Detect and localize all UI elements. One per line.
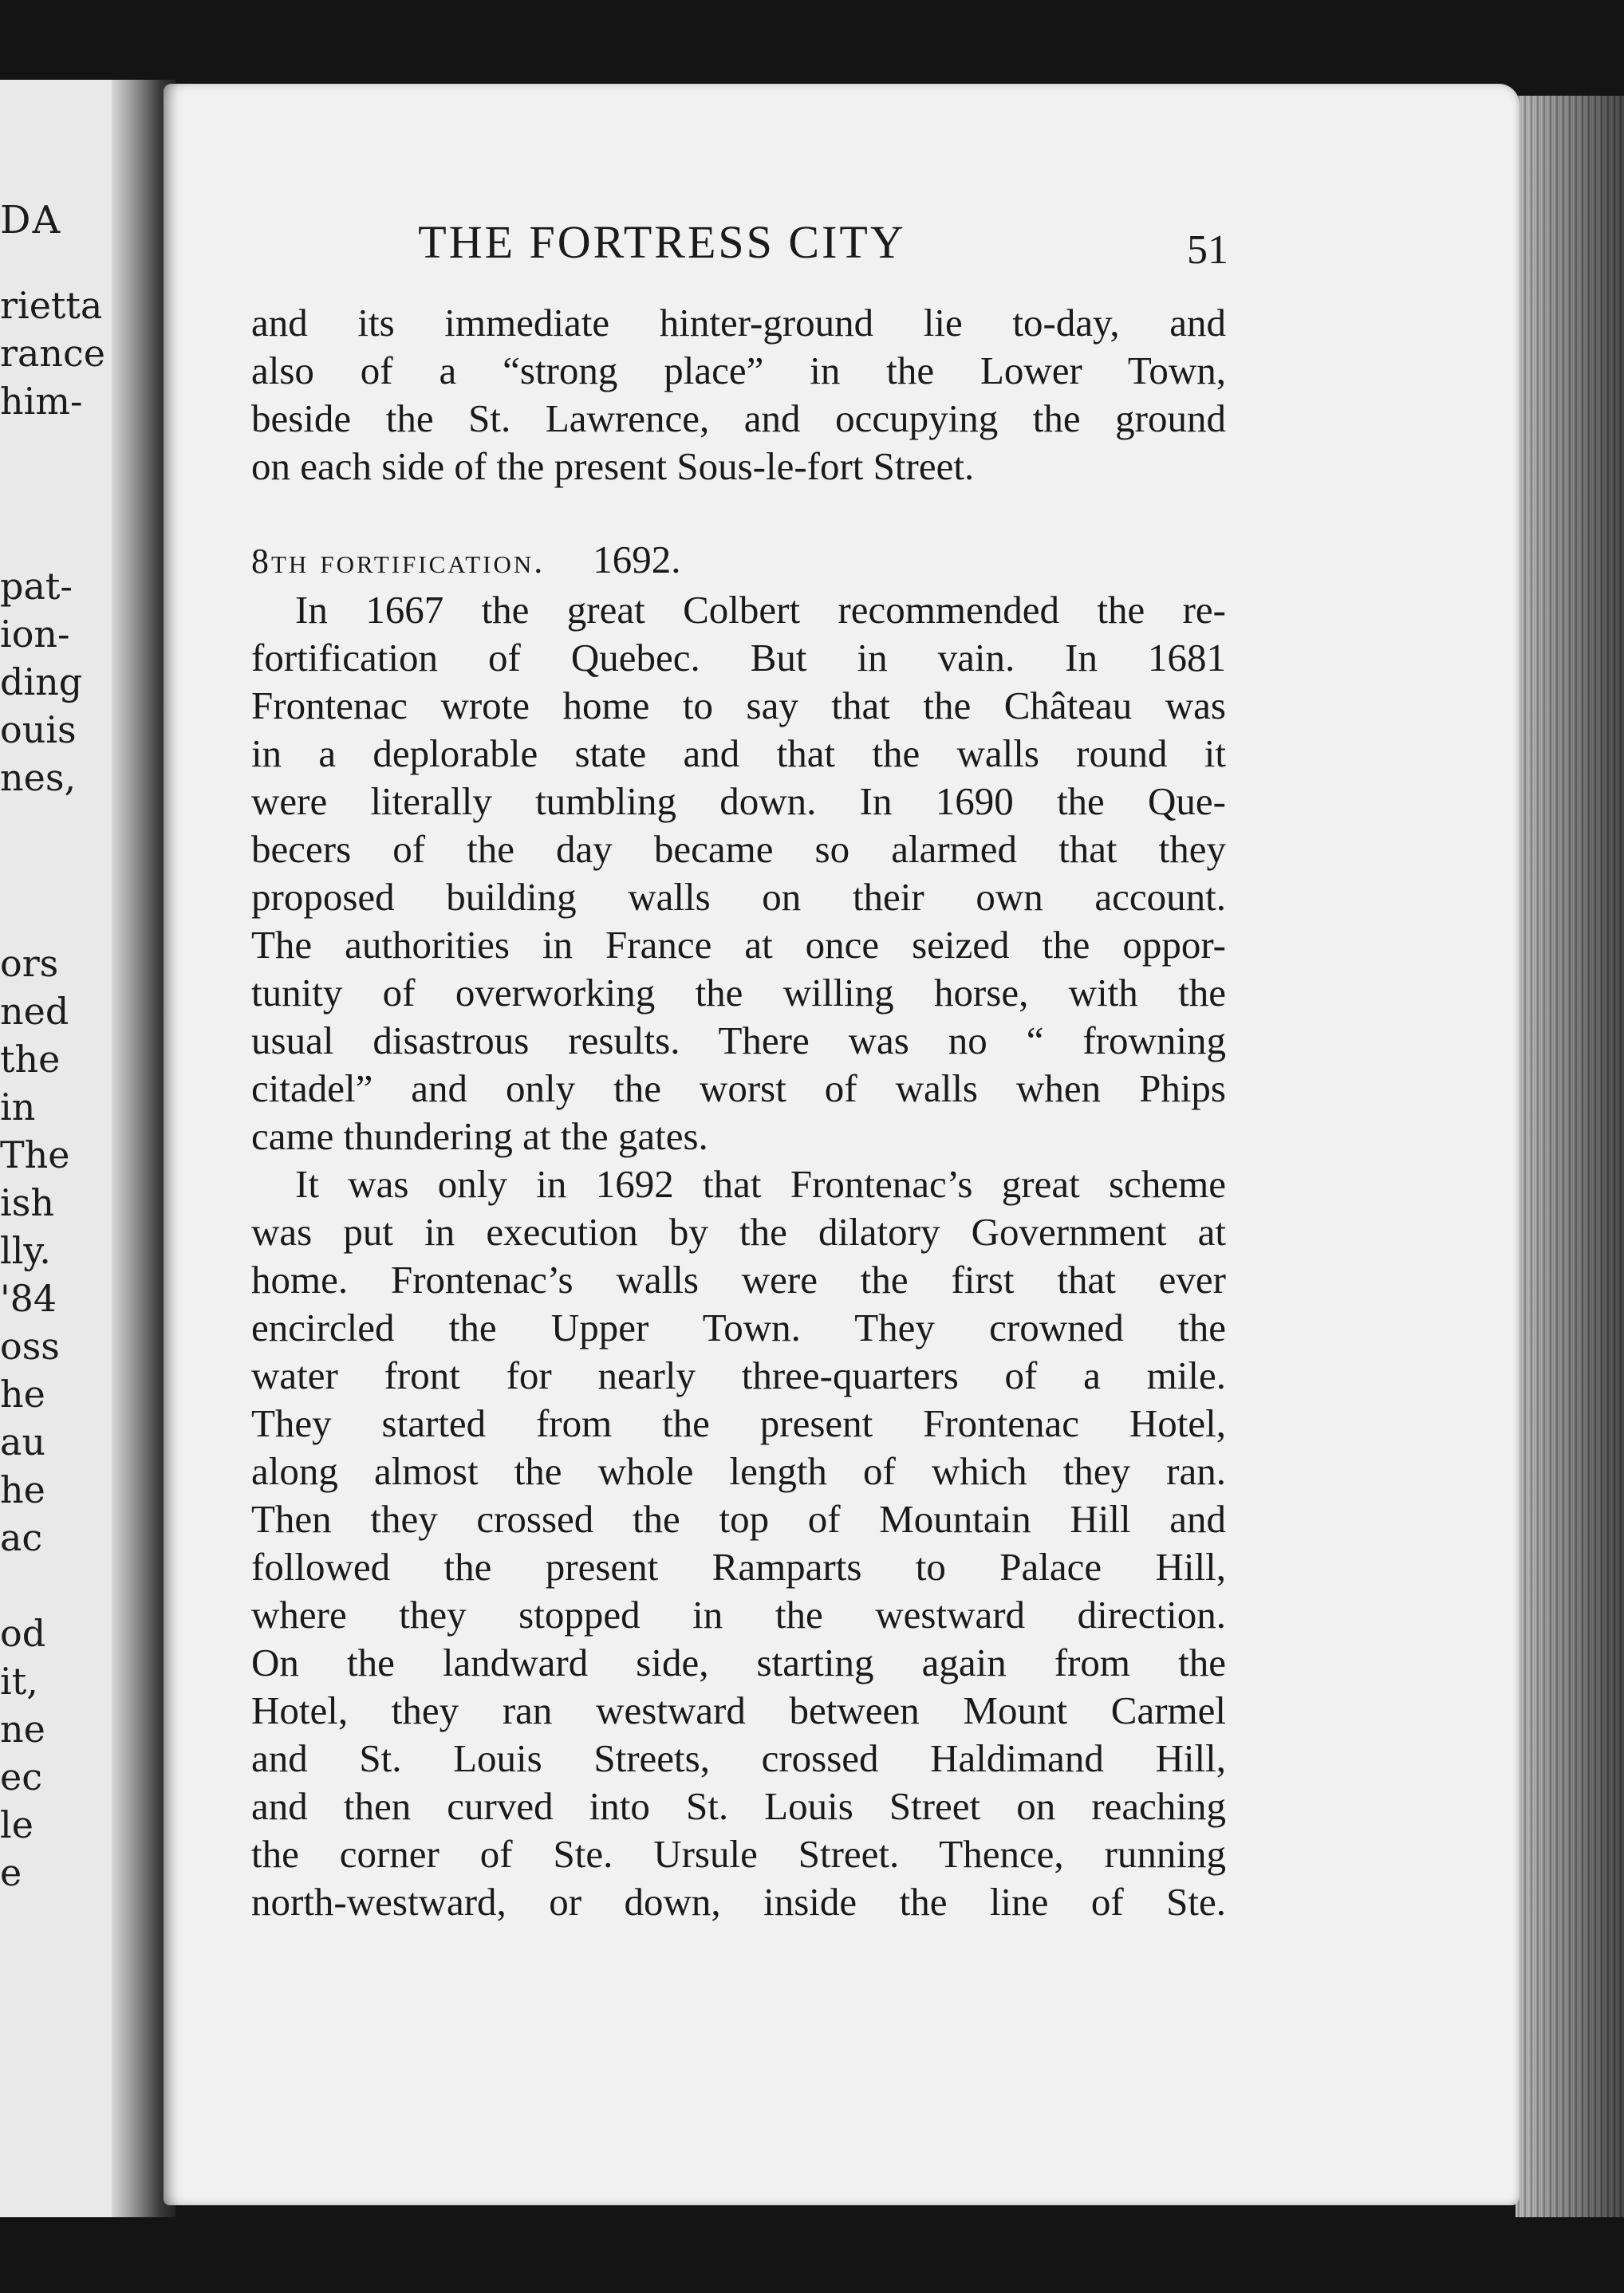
fragment-line: the <box>0 1038 61 1081</box>
section-heading <box>251 540 681 579</box>
text-line: and then curved into St. Louis Street on reaching <box>251 1784 1226 1828</box>
text-line: the corner of Ste. Ursule Street. Thence, running <box>251 1832 1226 1876</box>
text-line: proposed building walls on their own account. <box>251 875 1226 919</box>
text-line: Then they crossed the top of Mountain Hill and <box>251 1497 1226 1541</box>
fragment-line: ned <box>0 990 69 1033</box>
fragment-line: he <box>0 1468 45 1511</box>
fragment-line: pat- <box>0 565 73 608</box>
text-line: The authorities in France at once seized the oppor- <box>251 923 1226 967</box>
text-line: north-westward, or down, inside the line of Ste. <box>251 1880 1226 1924</box>
text-line: were literally tumbling down. In 1690 the Que- <box>251 779 1226 823</box>
fragment-line: lly. <box>0 1229 51 1272</box>
fragment-line: au <box>0 1420 46 1464</box>
fragment-line: e <box>0 1851 22 1894</box>
section-heading-label: 8th fortification. <box>251 542 546 581</box>
text-line: in a deplorable state and that the walls round it <box>251 731 1226 775</box>
text-line: and its immediate hinter-ground lie to-day, and <box>251 301 1226 345</box>
text-line: followed the present Ramparts to Palace Hill, <box>251 1545 1226 1589</box>
fragment-line: ac <box>0 1516 43 1559</box>
text-line: and St. Louis Streets, crossed Haldimand Hill, <box>251 1736 1226 1780</box>
page-edges-shadow <box>1516 96 1624 2217</box>
text-line: where they stopped in the westward direction. <box>251 1593 1226 1637</box>
fragment-line: ion- <box>0 613 70 656</box>
previous-page-header: DA <box>0 198 62 242</box>
text-line: tunity of overworking the willing horse, with the <box>251 971 1226 1015</box>
text-line: usual disastrous results. There was no “ frowning <box>251 1018 1226 1062</box>
text-line: fortification of Quebec. But in vain. In 1681 <box>251 636 1226 680</box>
text-line: was put in execution by the dilatory Government at <box>251 1210 1226 1254</box>
fragment-line: ne <box>0 1708 45 1751</box>
text-line: beside the St. Lawrence, and occupying the ground <box>251 396 1226 440</box>
text-line: water front for nearly three-quarters of a mile. <box>251 1353 1226 1397</box>
fragment-line: The <box>0 1133 70 1176</box>
page-number: 51 <box>1187 227 1228 273</box>
text-line: Hotel, they ran westward between Mount Carmel <box>251 1688 1226 1732</box>
fragment-line: him- <box>0 380 83 423</box>
fragment-line: rance <box>0 332 106 375</box>
text-line: came thundering at the gates. <box>251 1114 708 1158</box>
text-line: Frontenac wrote home to say that the Château was <box>251 684 1226 727</box>
fragment-line: '84 <box>0 1277 57 1320</box>
text-line: It was only in 1692 that Frontenac’s great scheme <box>295 1162 1226 1206</box>
text-line: along almost the whole length of which they ran. <box>251 1449 1226 1493</box>
fragment-line: od <box>0 1612 46 1655</box>
text-line: also of a “strong place” in the Lower Town, <box>251 349 1226 392</box>
fragment-line: rietta <box>0 284 103 327</box>
fragment-line: it, <box>0 1660 38 1703</box>
fragment-line: nes, <box>0 756 77 799</box>
fragment-line: ding <box>0 660 83 703</box>
text-line: On the landward side, starting again from the <box>251 1641 1226 1684</box>
text-line: They started from the present Frontenac Hotel, <box>251 1401 1226 1445</box>
fragment-line: he <box>0 1373 45 1416</box>
text-line: citadel” and only the worst of walls when Phips <box>251 1066 1226 1110</box>
fragment-line: ec <box>0 1755 42 1799</box>
fragment-line: ish <box>0 1181 54 1224</box>
text-line: home. Frontenac’s walls were the first that ever <box>251 1258 1226 1302</box>
running-title: THE FORTRESS CITY <box>418 216 906 268</box>
text-line: encircled the Upper Town. They crowned the <box>251 1306 1226 1349</box>
fragment-line: le <box>0 1803 34 1846</box>
text-line: In 1667 the great Colbert recommended the re- <box>295 588 1226 632</box>
fragment-line: oss <box>0 1325 60 1368</box>
fragment-line: ors <box>0 942 59 985</box>
text-line: on each side of the present Sous-le-fort Street. <box>251 444 975 488</box>
section-heading-year: 1692. <box>593 538 681 581</box>
fragment-line: ouis <box>0 708 77 751</box>
fragment-line: in <box>0 1085 36 1129</box>
text-line: becers of the day became so alarmed that they <box>251 827 1226 871</box>
